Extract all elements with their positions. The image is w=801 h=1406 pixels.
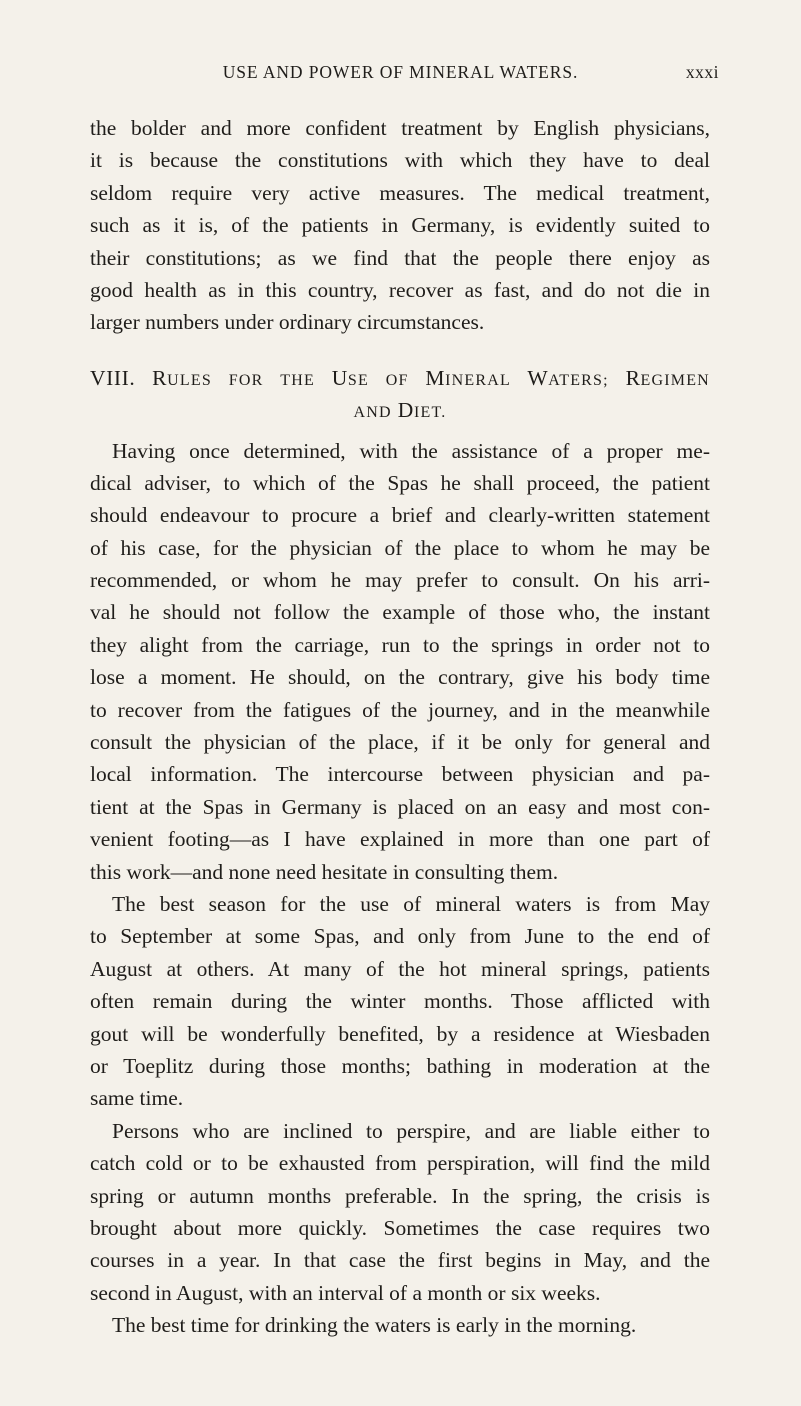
heading-initial: R: [625, 365, 641, 390]
paragraph: [90, 435, 710, 888]
text-line: larger numbers under ordinary circumstances.: [90, 310, 485, 335]
text-line: or Toeplitz during those months; bathing in moderation at the: [90, 1053, 710, 1078]
text-line: same time.: [90, 1086, 184, 1111]
heading-word: SE: [347, 371, 369, 389]
paragraph: [90, 1115, 710, 1309]
section-heading: [90, 362, 710, 427]
text-line: often remain during the winter months. Those afflicted with: [90, 989, 710, 1014]
text-line: should endeavour to procure a brief and clearly-written statement: [90, 503, 710, 528]
heading-line: [90, 394, 710, 426]
text-line: The best time for drinking the waters is early in the morning.: [112, 1313, 637, 1338]
text-line: the bolder and more confident treatment by English physicians,: [90, 116, 710, 140]
text-line: Having once determined, with the assistance of a proper me-: [112, 438, 710, 463]
heading-word: EGIMEN: [640, 371, 710, 389]
page-body: [90, 112, 710, 1341]
page-number: xxxi: [685, 62, 719, 82]
text-line: such as it is, of the patients in Germany, is evidently suited to: [90, 213, 710, 238]
text-line: catch cold or to be exhausted from perspiration, will find the mild: [90, 1151, 710, 1176]
heading-word: OF: [385, 371, 409, 389]
heading-initial: R: [152, 365, 168, 390]
text-line: to recover from the fatigues of the journey, and in the meanwhile: [90, 697, 710, 722]
text-line: it is because the constitutions with which they have to deal: [90, 148, 710, 173]
text-line: venient footing—as I have explained in more than one part of: [90, 827, 710, 852]
text-line: local information. The intercourse between physician and pa-: [90, 762, 710, 787]
text-line: The best season for the use of mineral waters is from May: [112, 891, 710, 916]
text-line: recommended, or whom he may prefer to consult. On his arri-: [90, 568, 710, 593]
text-line: to September at some Spas, and only from June to the end of: [90, 924, 710, 949]
text-line: courses in a year. In that case the first begins in May, and the: [90, 1248, 710, 1273]
text-line: val he should not follow the example of those who, the instant: [90, 600, 710, 625]
text-line: seldom require very active measures. The medical treatment,: [90, 180, 710, 205]
heading-word: AND: [353, 404, 392, 422]
text-line: they alight from the carriage, run to the springs in order not to: [90, 632, 710, 657]
heading-word: FOR: [228, 371, 264, 389]
paragraph: [90, 1309, 710, 1341]
text-line: tient at the Spas in Germany is placed on an easy and most con-: [90, 794, 710, 819]
heading-word: INERAL: [445, 371, 511, 389]
heading-initial: U: [331, 365, 348, 390]
heading-word: ATERS;: [548, 371, 609, 389]
paragraph: [90, 888, 710, 1115]
text-line: August at others. At many of the hot mineral springs, patients: [90, 956, 710, 981]
heading-word: IET.: [413, 404, 447, 422]
text-line: gout will be wonderfully benefited, by a residence at Wiesbaden: [90, 1021, 710, 1046]
text-line: their constitutions; as we find that the people there enjoy as: [90, 245, 710, 270]
text-line: lose a moment. He should, on the contrary, give his body time: [90, 665, 710, 690]
heading-initial: W: [527, 365, 549, 390]
text-line: of his case, for the physician of the place to whom he may be: [90, 535, 710, 560]
heading-line: [90, 362, 710, 394]
text-line: Persons who are inclined to perspire, and are liable either to: [112, 1118, 710, 1143]
text-line: this work—and none need hesitate in consulting them.: [90, 859, 559, 884]
section-numeral: VIII.: [90, 365, 136, 390]
heading-word: THE: [280, 371, 315, 389]
heading-word: ULES: [167, 371, 212, 389]
paragraph: [90, 112, 710, 339]
heading-initial: D: [397, 398, 414, 423]
text-line: brought about more quickly. Sometimes the case requires two: [90, 1215, 710, 1240]
text-line: spring or autumn months preferable. In the spring, the crisis is: [90, 1183, 710, 1208]
running-header: [0, 62, 801, 86]
text-line: second in August, with an interval of a month or six weeks.: [90, 1280, 601, 1305]
text-line: dical adviser, to which of the Spas he shall proceed, the patient: [90, 470, 710, 495]
text-line: good health as in this country, recover as fast, and do not die in: [90, 277, 710, 302]
text-line: consult the physician of the place, if it be only for general and: [90, 730, 710, 755]
running-title: USE AND POWER OF MINERAL WATERS.: [222, 62, 579, 82]
heading-initial: M: [425, 365, 446, 390]
